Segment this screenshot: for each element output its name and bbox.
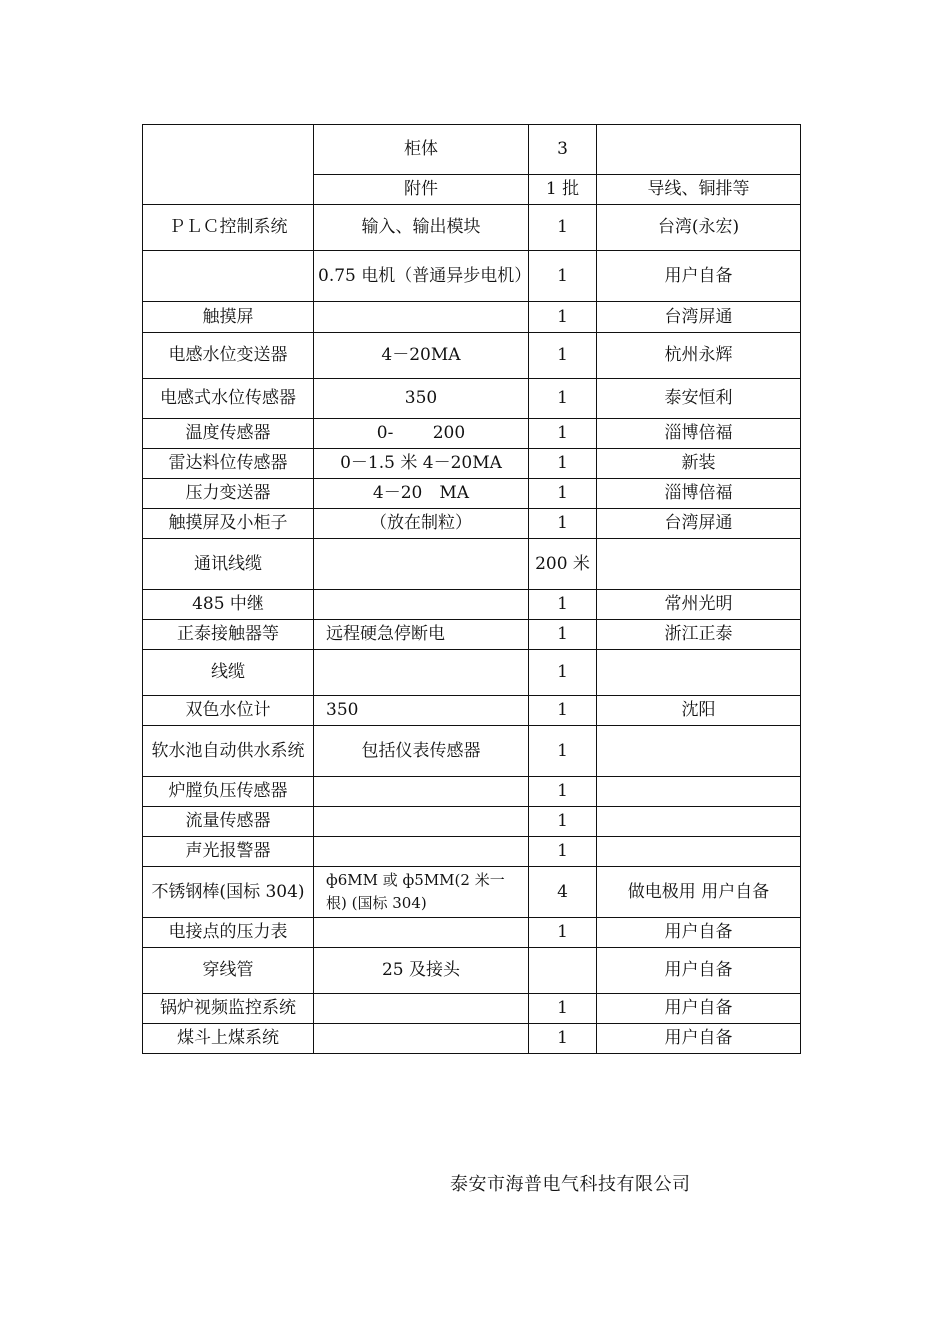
table-row	[143, 125, 801, 175]
equipment-table	[142, 124, 801, 1054]
item-name-cell: 正泰接触器等	[143, 620, 314, 650]
qty-cell: 4	[529, 867, 597, 918]
spec-cell: 4－20 MA	[314, 479, 529, 509]
note-cell	[597, 726, 801, 777]
item-name-cell: 双色水位计	[143, 696, 314, 726]
table-row	[143, 333, 801, 379]
item-name-cell: 锅炉视频监控系统	[143, 994, 314, 1024]
table-row	[143, 379, 801, 419]
table-row	[143, 419, 801, 449]
spec-cell: 0－1.5 米 4－20MA	[314, 449, 529, 479]
note-cell: 浙江正泰	[597, 620, 801, 650]
spec-cell	[314, 1024, 529, 1054]
item-name-cell: 通讯线缆	[143, 539, 314, 590]
spec-cell: ф6MM 或 ф5MM(2 米一根) (国标 304)	[314, 867, 529, 918]
note-cell	[597, 650, 801, 696]
qty-cell: 1	[529, 918, 597, 948]
note-cell: 常州光明	[597, 590, 801, 620]
qty-cell: 1	[529, 837, 597, 867]
note-cell	[597, 125, 801, 175]
note-cell: 台湾屏通	[597, 302, 801, 333]
spec-cell: 350	[314, 379, 529, 419]
item-name-cell: 触摸屏	[143, 302, 314, 333]
qty-cell: 1	[529, 449, 597, 479]
item-name-cell: 煤斗上煤系统	[143, 1024, 314, 1054]
qty-cell: 200 米	[529, 539, 597, 590]
table-row	[143, 650, 801, 696]
note-cell: 台湾屏通	[597, 509, 801, 539]
qty-cell: 1	[529, 726, 597, 777]
item-name-cell: 温度传感器	[143, 419, 314, 449]
table-row	[143, 590, 801, 620]
note-cell: 沈阳	[597, 696, 801, 726]
spec-cell: 4－20MA	[314, 333, 529, 379]
table-row	[143, 696, 801, 726]
qty-cell: 1	[529, 650, 597, 696]
note-cell: 用户自备	[597, 1024, 801, 1054]
note-cell	[597, 837, 801, 867]
spec-cell	[314, 650, 529, 696]
spec-cell	[314, 994, 529, 1024]
table-row	[143, 479, 801, 509]
item-name-cell: 声光报警器	[143, 837, 314, 867]
table-row	[143, 948, 801, 994]
note-cell: 台湾(永宏)	[597, 205, 801, 251]
note-cell: 用户自备	[597, 948, 801, 994]
spec-cell	[314, 807, 529, 837]
spec-cell	[314, 590, 529, 620]
table-row	[143, 509, 801, 539]
qty-cell: 1	[529, 994, 597, 1024]
note-cell: 做电极用 用户自备	[597, 867, 801, 918]
note-cell	[597, 807, 801, 837]
table-row	[143, 251, 801, 302]
spec-cell: 包括仪表传感器	[314, 726, 529, 777]
table-row	[143, 539, 801, 590]
spec-cell: 0.75 电机（普通异步电机）	[314, 251, 529, 302]
spec-cell	[314, 539, 529, 590]
qty-cell: 1	[529, 251, 597, 302]
table-row	[143, 994, 801, 1024]
qty-cell: 1	[529, 205, 597, 251]
note-cell: 淄博倍福	[597, 479, 801, 509]
item-name-cell: 电接点的压力表	[143, 918, 314, 948]
note-cell	[597, 777, 801, 807]
spec-cell: 柜体	[314, 125, 529, 175]
spec-cell	[314, 302, 529, 333]
table-row	[143, 918, 801, 948]
qty-cell: 1	[529, 1024, 597, 1054]
item-name-cell: 触摸屏及小柜子	[143, 509, 314, 539]
note-cell: 新装	[597, 449, 801, 479]
qty-cell: 1	[529, 419, 597, 449]
qty-cell	[529, 948, 597, 994]
table-row	[143, 867, 801, 918]
note-cell: 用户自备	[597, 994, 801, 1024]
item-name-cell: 电感式水位传感器	[143, 379, 314, 419]
item-name-cell: 炉膛负压传感器	[143, 777, 314, 807]
table-row	[143, 726, 801, 777]
note-cell	[597, 539, 801, 590]
item-name-cell: 不锈钢棒(国标 304)	[143, 867, 314, 918]
item-name-cell: 线缆	[143, 650, 314, 696]
item-name-cell: 电感水位变送器	[143, 333, 314, 379]
qty-cell: 1	[529, 590, 597, 620]
qty-cell: 1	[529, 509, 597, 539]
qty-cell: 3	[529, 125, 597, 175]
spec-cell: 输入、输出模块	[314, 205, 529, 251]
table-row	[143, 807, 801, 837]
spec-cell	[314, 837, 529, 867]
note-cell: 泰安恒利	[597, 379, 801, 419]
note-cell: 用户自备	[597, 251, 801, 302]
spec-cell: 0- 200	[314, 419, 529, 449]
qty-cell: 1	[529, 479, 597, 509]
table-row	[143, 1024, 801, 1054]
item-name-cell: 穿线管	[143, 948, 314, 994]
qty-cell: 1	[529, 807, 597, 837]
item-name-cell	[143, 251, 314, 302]
qty-cell: 1 批	[529, 175, 597, 205]
item-name-cell: 压力变送器	[143, 479, 314, 509]
note-cell: 用户自备	[597, 918, 801, 948]
note-cell: 导线、铜排等	[597, 175, 801, 205]
table-row	[143, 302, 801, 333]
item-name-cell: ＰＬＣ控制系统	[143, 205, 314, 251]
qty-cell: 1	[529, 696, 597, 726]
item-name-cell	[143, 125, 314, 205]
spec-cell	[314, 777, 529, 807]
table-row	[143, 205, 801, 251]
qty-cell: 1	[529, 302, 597, 333]
spec-cell: 350	[314, 696, 529, 726]
company-name: 泰安市海普电气科技有限公司	[450, 1174, 691, 1195]
qty-cell: 1	[529, 333, 597, 379]
item-name-cell: 软水池自动供水系统	[143, 726, 314, 777]
table-row	[143, 620, 801, 650]
spec-cell: 附件	[314, 175, 529, 205]
item-name-cell: 485 中继	[143, 590, 314, 620]
qty-cell: 1	[529, 620, 597, 650]
note-cell: 淄博倍福	[597, 419, 801, 449]
item-name-cell: 雷达料位传感器	[143, 449, 314, 479]
table-row	[143, 449, 801, 479]
spec-cell	[314, 918, 529, 948]
spec-cell: 远程硬急停断电	[314, 620, 529, 650]
item-name-cell: 流量传感器	[143, 807, 314, 837]
qty-cell: 1	[529, 379, 597, 419]
table-row	[143, 837, 801, 867]
spec-cell: （放在制粒）	[314, 509, 529, 539]
table-row	[143, 777, 801, 807]
qty-cell: 1	[529, 777, 597, 807]
spec-cell: 25 及接头	[314, 948, 529, 994]
note-cell: 杭州永辉	[597, 333, 801, 379]
